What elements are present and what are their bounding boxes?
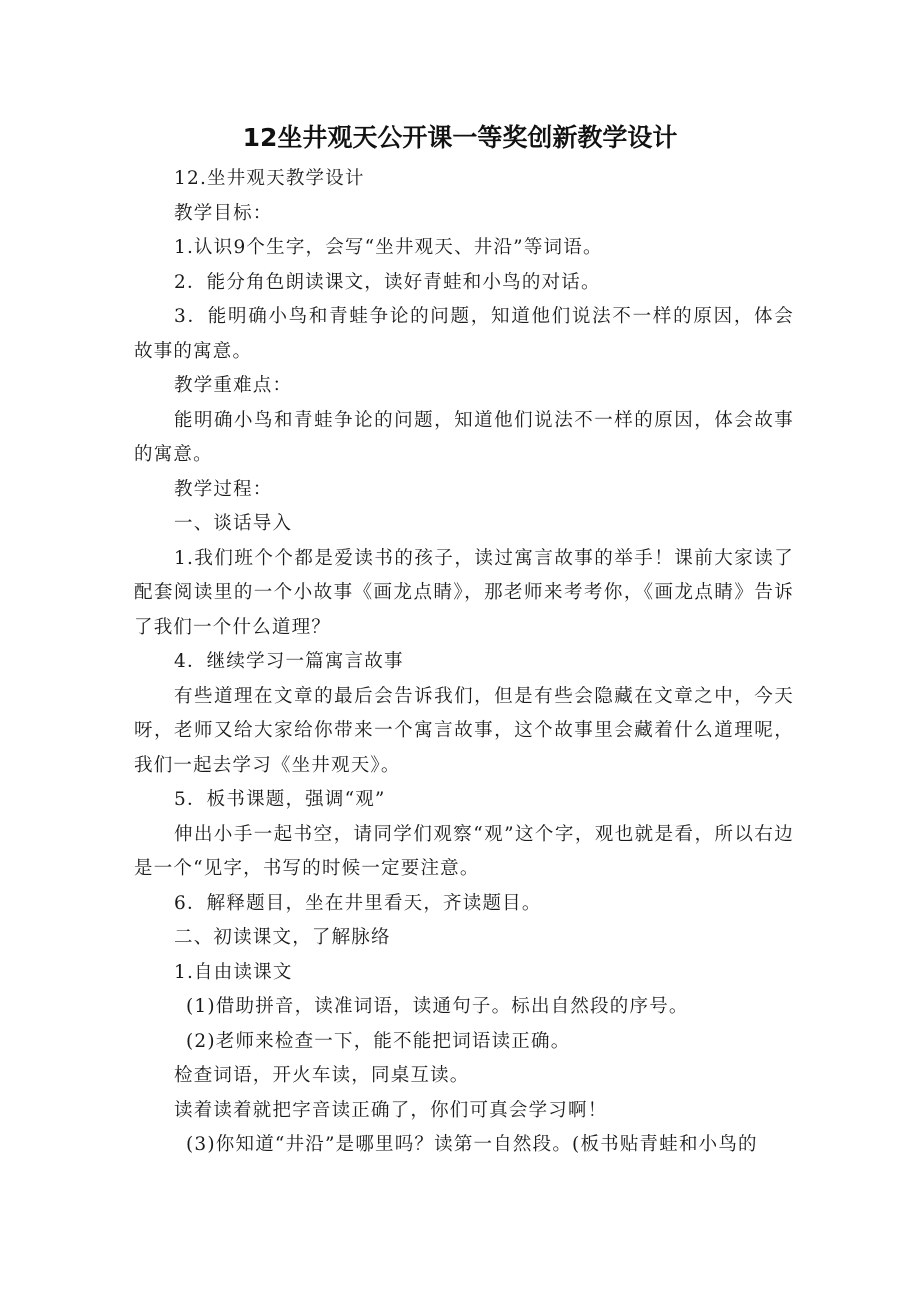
paragraph: 1.我们班个个都是爱读书的孩子，读过寓言故事的举手！课前大家读了配套阅读里的一个小故事《画龙点睛》，那老师来考考你，《画龙点睛》告诉了我们一个什么道理？ bbox=[134, 547, 794, 638]
paragraph: 6．解释题目，坐在井里看天，齐读题目。 bbox=[174, 892, 542, 914]
paragraph: (3)你知道“井沿”是哪里吗？读第一自然段。(板书贴青蛙和小鸟的 bbox=[186, 1134, 758, 1155]
document-body bbox=[134, 162, 794, 1163]
paragraph: 3．能明确小鸟和青蛙争论的问题，知道他们说法不一样的原因，体会故事的寓意。 bbox=[134, 306, 794, 362]
paragraph: 检查词语，开火车读，同桌互读。 bbox=[174, 1065, 470, 1086]
paragraph: 教学过程： bbox=[174, 478, 273, 500]
paragraph: (2)老师来检查一下，能不能把词语读正确。 bbox=[186, 1030, 571, 1052]
paragraph: 能明确小鸟和青蛙争论的问题，知道他们说法不一样的原因，体会故事的寓意。 bbox=[134, 409, 794, 465]
paragraph: (1)借助拼音，读准词语，读通句子。标出自然段的序号。 bbox=[186, 996, 689, 1017]
document-title: 12坐井观天公开课一等奖创新教学设计 bbox=[242, 123, 678, 152]
paragraph: 教学重难点： bbox=[174, 375, 293, 396]
paragraph: 读着读着就把字音读正确了，你们可真会学习啊！ bbox=[174, 1099, 608, 1121]
paragraph: 1.自由读课文 bbox=[174, 961, 293, 983]
paragraph: 4．继续学习一篇寓言故事 bbox=[174, 651, 404, 672]
paragraph: 教学目标： bbox=[174, 202, 273, 224]
paragraph: 2．能分角色朗读课文，读好青蛙和小鸟的对话。 bbox=[174, 271, 601, 293]
paragraph: 伸出小手一起书空，请同学们观察“观”这个字，观也就是看，所以右边是一个“见字，书写的时候一定要注意。 bbox=[134, 823, 794, 879]
paragraph: 二、初读课文，了解脉络 bbox=[174, 927, 391, 948]
paragraph: 有些道理在文章的最后会告诉我们，但是有些会隐藏在文章之中，今天呀，老师又给大家给你带来一个寓言故事，这个故事里会藏着什么道理呢，我们一起去学习《坐井观天》。 bbox=[134, 685, 794, 776]
paragraph: 1.认识9个生字，会写“坐井观天、井沿”等词语。 bbox=[174, 237, 603, 258]
paragraph: 12.坐井观天教学设计 bbox=[174, 168, 365, 189]
paragraph: 5．板书课题，强调“观” bbox=[174, 789, 386, 810]
paragraph: 一、谈话导入 bbox=[174, 513, 293, 534]
